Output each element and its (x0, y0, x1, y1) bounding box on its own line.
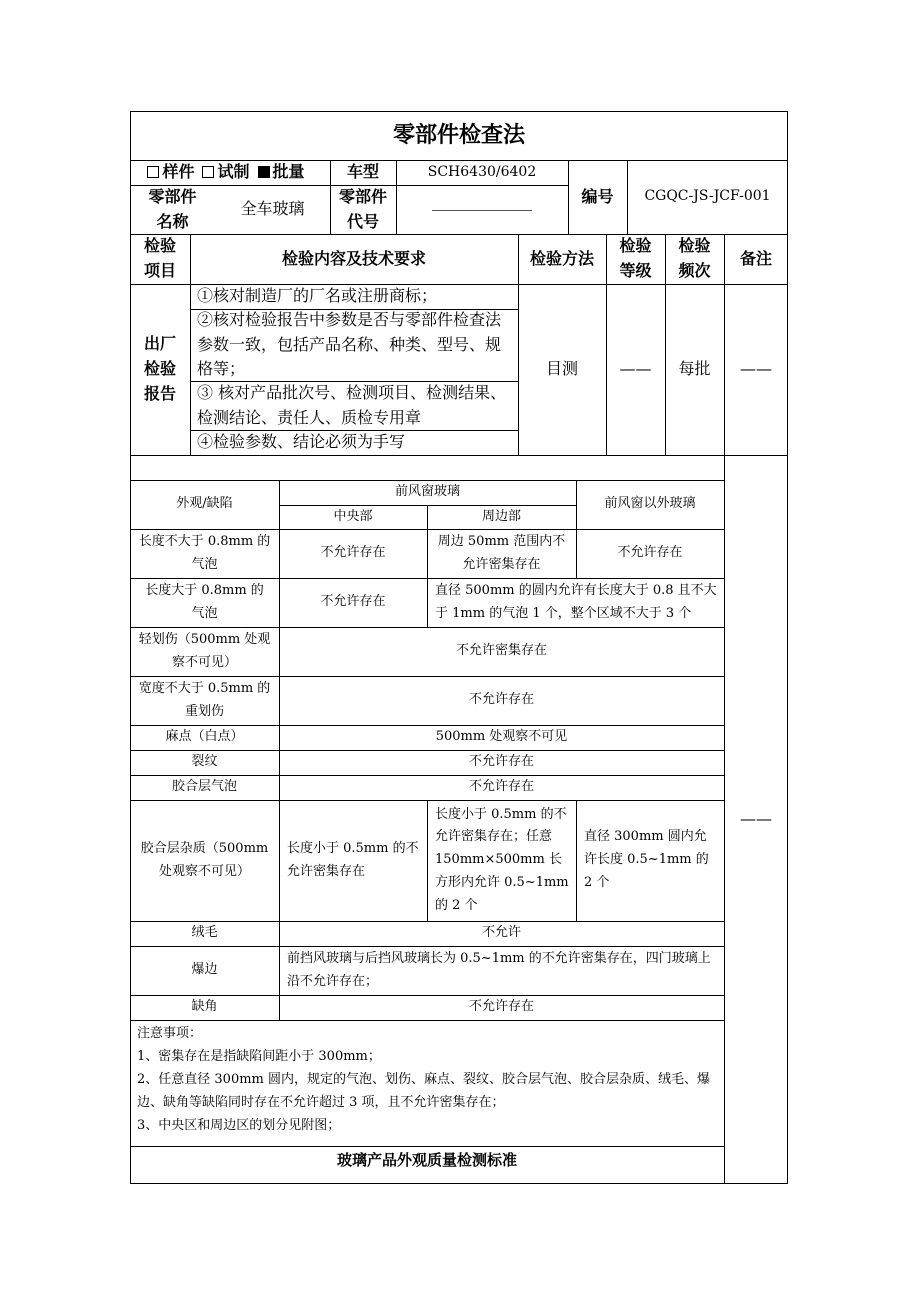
col-remark: 备注 (739, 248, 772, 268)
part-name-value: 全车玻璃 (240, 199, 305, 219)
checkbox-empty-icon (147, 166, 159, 178)
defect-row-10-value: 前挡风玻璃与后挡风玻璃长为 0.5~1mm 的不允许密集存在，四门玻璃上沿不允许存在； (287, 950, 711, 989)
defect-row-1-center: 不允许存在 (320, 545, 386, 561)
factory-report-grade: —— (619, 359, 652, 379)
defect-row-9-value: 不允许 (481, 925, 521, 941)
number-value: CGQC-JS-JCF-001 (644, 188, 771, 205)
factory-report-point-3: ③ 核对产品批次号、检测项目、检测结果、检测结论、责任人、质检专用章 (197, 382, 507, 427)
defect-row-2-edge-other: 直径 500mm 的圆内允许有长度大于 0.8 且不大于 1mm 的气泡 1 个，整个区域不大于 3 个 (435, 582, 717, 621)
number-label: 编号 (581, 186, 614, 206)
defect-row-7-name: 胶合层气泡 (171, 779, 237, 795)
note-item-2: 2、任意直径 300mm 圆内，规定的气泡、划伤、麻点、裂纹、胶合层气泡、胶合层杂质、绒毛、爆边、缺角等缺陷同时存在不允许超过 3 项，且不允许密集存在； (137, 1072, 711, 1110)
factory-report-frequency: 每批 (678, 359, 711, 379)
checkbox-batch[interactable]: 批量 (258, 160, 305, 185)
note-item-3: 3、中央区和周边区的划分见附图； (137, 1118, 341, 1133)
defect-row-5-value: 500mm 处观察不可见 (435, 729, 568, 745)
defect-row-3-name: 轻划伤（500mm 处观察不可见） (138, 631, 271, 670)
defect-row-8-name: 胶合层杂质（500mm 处观察不可见） (140, 840, 269, 879)
col-inspection-grade: 检验等级 (619, 236, 652, 280)
defect-row-7-value: 不允许存在 (468, 779, 534, 795)
defect-row-1-edge: 周边 50mm 范围内不允许密集存在 (437, 533, 566, 572)
front-windshield-header: 前风窗玻璃 (394, 484, 460, 500)
defect-row-8-edge: 长度小于 0.5mm 的不允许密集存在；任意 150mm×500mm 长方形内允许 0.5~1mm 的 2 个 (435, 806, 569, 913)
production-stage-checkboxes (130, 160, 330, 185)
factory-report-point-1: ①核对制造厂的厂名或注册商标； (197, 286, 438, 306)
vehicle-value: SCH6430/6402 (427, 163, 537, 180)
defect-row-11-name: 缺角 (191, 999, 218, 1015)
defect-row-4-name: 宽度不大于 0.5mm 的重划伤 (138, 680, 271, 719)
factory-report-method: 目测 (545, 359, 578, 379)
defect-header: 外观/缺陷 (176, 496, 233, 512)
factory-report-item: 出厂检验报告 (144, 334, 177, 403)
defect-row-2-name: 长度大于 0.8mm 的气泡 (145, 582, 264, 621)
part-code-blank (432, 209, 532, 211)
notes-heading: 注意事项： (137, 1026, 203, 1041)
part-name-label: 零部件名称 (148, 186, 197, 231)
checkbox-trial[interactable]: 试制 (202, 160, 249, 185)
center-zone-header: 中央部 (333, 508, 373, 524)
defect-row-9-name: 绒毛 (191, 925, 218, 941)
footer-title: 玻璃产品外观质量检测标准 (336, 1151, 517, 1170)
col-inspection-content: 检验内容及技术要求 (281, 248, 426, 268)
page-title: 零部件检查法 (392, 122, 525, 149)
defect-row-1-other: 不允许存在 (617, 545, 683, 561)
col-inspection-frequency: 检验频次 (678, 236, 711, 280)
checkbox-empty-icon (202, 166, 214, 178)
defect-row-1-name: 长度不大于 0.8mm 的气泡 (138, 533, 271, 572)
defect-row-8-other: 直径 300mm 圆内允许长度 0.5~1mm 的 2 个 (584, 829, 709, 890)
defect-row-11-value: 不允许存在 (468, 999, 534, 1015)
defect-row-2-center: 不允许存在 (320, 594, 386, 610)
factory-report-point-4: ④检验参数、结论必须为手写 (197, 432, 406, 452)
other-glass-header: 前风窗以外玻璃 (604, 496, 696, 512)
factory-report-point-2: ②核对检验报告中参数是否与零部件检查法参数一致，包括产品名称、种类、型号、规格等； (197, 309, 502, 379)
checkbox-sample[interactable]: 样件 (147, 160, 194, 185)
defect-row-6-value: 不允许存在 (468, 754, 534, 770)
col-inspection-item: 检验项目 (143, 236, 176, 280)
defect-row-6-name: 裂纹 (191, 754, 218, 770)
factory-report-remark: —— (740, 359, 772, 379)
defect-row-10-name: 爆边 (191, 962, 218, 978)
vehicle-label: 车型 (346, 162, 379, 182)
part-code-value (396, 185, 568, 234)
defect-row-5-name: 麻点（白点） (165, 729, 244, 745)
note-item-1: 1、密集存在是指缺陷间距小于 300mm； (137, 1049, 381, 1064)
part-code-label: 零部件代号 (338, 186, 387, 231)
defect-row-3-value: 不允许密集存在 (455, 643, 547, 659)
defect-row-8-center: 长度小于 0.5mm 的不允许密集存在 (287, 840, 419, 879)
defect-row-4-value: 不允许存在 (468, 692, 534, 708)
checkbox-filled-icon (258, 166, 270, 178)
notes-section (137, 1022, 719, 1137)
edge-zone-header: 周边部 (481, 508, 521, 524)
col-inspection-method: 检验方法 (529, 248, 594, 268)
defect-table-remark: —— (740, 809, 772, 829)
